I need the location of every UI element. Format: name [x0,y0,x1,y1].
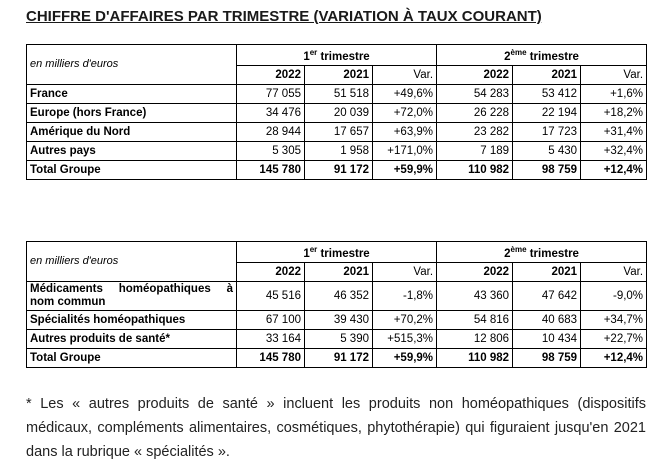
cell: 46 352 [305,281,373,310]
row-label: Médicaments homéopathiques à nom commun [27,281,237,310]
cell: 34 476 [237,103,305,122]
cell: 145 780 [237,160,305,179]
cell: +63,9% [373,122,437,141]
cell: 53 412 [513,84,581,103]
col-header: 2022 [437,65,513,84]
cell: +34,7% [581,310,647,329]
cell: +49,6% [373,84,437,103]
cell: 5 430 [513,141,581,160]
table-row [27,122,647,141]
cell: 12 806 [437,329,513,348]
cell: +70,2% [373,310,437,329]
cell: +72,0% [373,103,437,122]
total-row [27,160,647,179]
cell: +31,4% [581,122,647,141]
cell: +22,7% [581,329,647,348]
row-label: Spécialités homéopathiques [27,310,237,329]
cell: 110 982 [437,348,513,367]
cell: 5 305 [237,141,305,160]
cell: 67 100 [237,310,305,329]
table-row [27,281,647,310]
cell: 23 282 [437,122,513,141]
cell: 26 228 [437,103,513,122]
col-header: 2021 [513,262,581,281]
col-header: 2022 [237,65,305,84]
cell: 40 683 [513,310,581,329]
cell: +12,4% [581,348,647,367]
row-label: Total Groupe [27,160,237,179]
table-row [27,310,647,329]
col-header: Var. [373,65,437,84]
cell: 39 430 [305,310,373,329]
cell: +12,4% [581,160,647,179]
revenue-by-region-table [26,44,647,180]
cell: +1,6% [581,84,647,103]
cell: 110 982 [437,160,513,179]
table-header-row [27,45,647,66]
cell: 98 759 [513,160,581,179]
cell: 17 657 [305,122,373,141]
cell: 20 039 [305,103,373,122]
cell: 17 723 [513,122,581,141]
table-header-row [27,242,647,263]
cell: 145 780 [237,348,305,367]
cell: -1,8% [373,281,437,310]
cell: 7 189 [437,141,513,160]
table-row [27,329,647,348]
footnote: * Les « autres produits de santé » incluent les produits non homéopathiques (dispositifs médicaux, compléments alimentaires, cosmétiques, phytothérapie) qui figuraient jusqu'en 2021 dans la rubrique « spécialités ». [26,396,646,460]
cell: 33 164 [237,329,305,348]
row-label: Total Groupe [27,348,237,367]
row-label: Amérique du Nord [27,122,237,141]
revenue-by-product-table [26,241,647,368]
cell: 98 759 [513,348,581,367]
cell: 54 283 [437,84,513,103]
col-header: 2022 [237,262,305,281]
table-row [27,103,647,122]
row-label: Autres pays [27,141,237,160]
cell: +515,3% [373,329,437,348]
cell: 91 172 [305,348,373,367]
cell: 1 958 [305,141,373,160]
table-row [27,141,647,160]
cell: 28 944 [237,122,305,141]
col-header: 2021 [305,262,373,281]
col-header: Var. [373,262,437,281]
total-row [27,348,647,367]
cell: 91 172 [305,160,373,179]
cell: 5 390 [305,329,373,348]
cell: 51 518 [305,84,373,103]
cell: 77 055 [237,84,305,103]
table-row [27,84,647,103]
cell: +59,9% [373,348,437,367]
cell: +32,4% [581,141,647,160]
period-2-header: 2ème trimestre [437,45,647,66]
cell: -9,0% [581,281,647,310]
cell: 45 516 [237,281,305,310]
period-1-header: 1er trimestre [237,242,437,263]
cell: 22 194 [513,103,581,122]
row-label: Europe (hors France) [27,103,237,122]
cell: 47 642 [513,281,581,310]
cell: +18,2% [581,103,647,122]
cell: 10 434 [513,329,581,348]
col-header: 2021 [513,65,581,84]
row-label: France [27,84,237,103]
col-header: 2021 [305,65,373,84]
unit-label: en milliers d'euros [27,45,237,85]
col-header: Var. [581,262,647,281]
cell: +59,9% [373,160,437,179]
cell: 54 816 [437,310,513,329]
unit-label: en milliers d'euros [27,242,237,282]
period-2-header: 2ème trimestre [437,242,647,263]
col-header: 2022 [437,262,513,281]
cell: 43 360 [437,281,513,310]
page-title: CHIFFRE D'AFFAIRES PAR TRIMESTRE (VARIATION À TAUX COURANT) [26,8,542,25]
cell: +171,0% [373,141,437,160]
row-label: Autres produits de santé* [27,329,237,348]
period-1-header: 1er trimestre [237,45,437,66]
col-header: Var. [581,65,647,84]
